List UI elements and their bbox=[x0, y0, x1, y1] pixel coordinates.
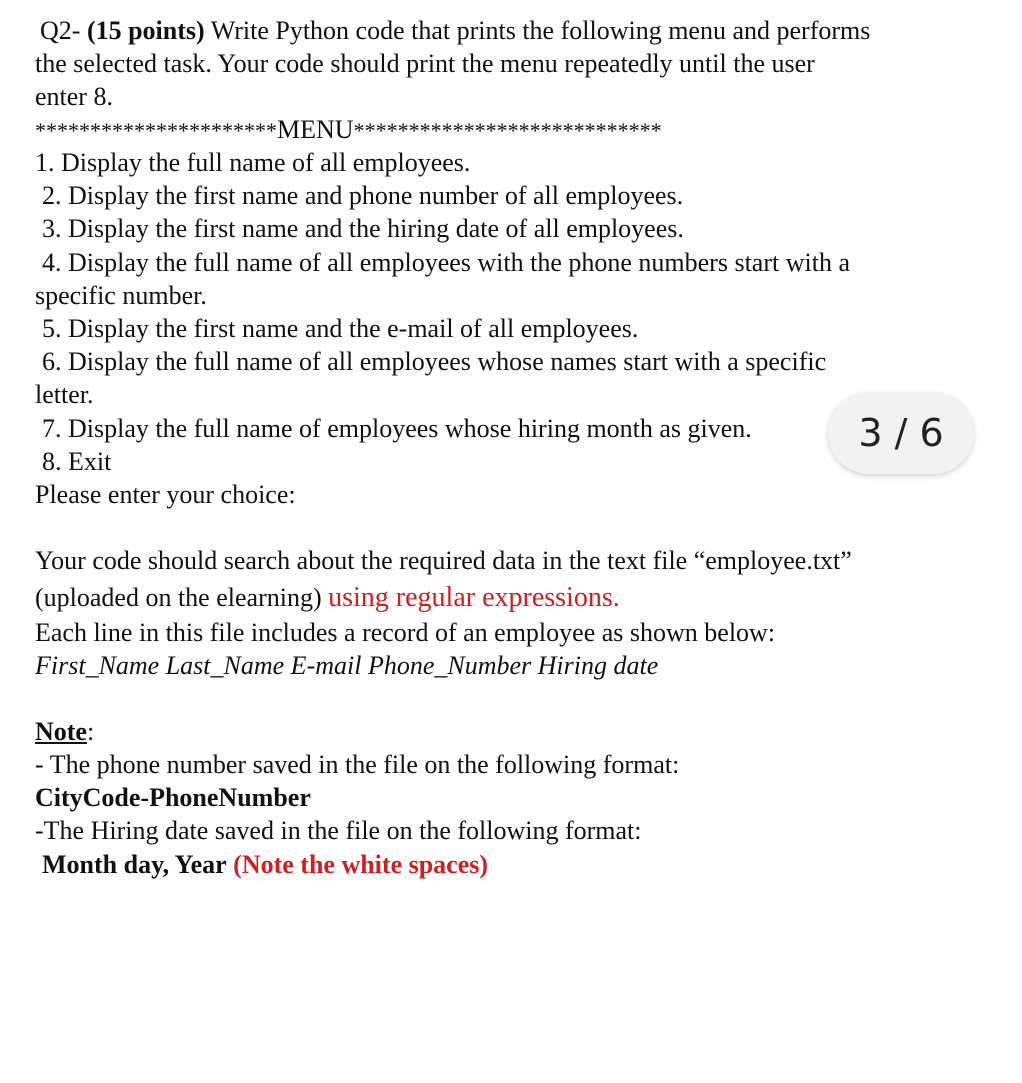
note-heading-colon: : bbox=[86, 717, 95, 746]
menu-item-7: 7. Display the full name of employees whose hiring month as given. bbox=[42, 414, 752, 443]
menu-item-6: 6. Display the full name of all employees whose names start with a specific bbox=[42, 347, 827, 376]
menu-item-2: 2. Display the first name and phone number of all employees. bbox=[42, 181, 684, 210]
question-line-2: the selected task. Your code should print the menu repeatedly until the user bbox=[35, 49, 815, 78]
date-format: Month day, Year bbox=[42, 850, 227, 879]
question-line-3: enter 8. bbox=[35, 82, 113, 111]
question-points: (15 points) bbox=[86, 16, 205, 45]
question-prefix: Q2- bbox=[40, 16, 87, 45]
menu-stars-left: ********************** bbox=[35, 118, 277, 143]
menu-title: MENU bbox=[277, 115, 354, 144]
date-format-note: (Note the white spaces) bbox=[233, 850, 489, 879]
menu-item-4: 4. Display the full name of all employees with the phone numbers start with a bbox=[42, 248, 850, 277]
record-format: First_Name Last_Name E-mail Phone_Number Hiring date bbox=[35, 651, 659, 680]
menu-item-1: 1. Display the full name of all employees. bbox=[35, 148, 471, 177]
menu-item-6-continued: letter. bbox=[35, 380, 94, 409]
note-heading bbox=[35, 715, 94, 748]
question-line-1-rest: Write Python code that prints the following menu and performs bbox=[204, 16, 871, 45]
page-indicator: 3 / 6 bbox=[828, 392, 974, 474]
menu-header bbox=[35, 113, 662, 147]
menu-item-4-continued: specific number. bbox=[35, 281, 207, 310]
date-format-line bbox=[42, 848, 488, 881]
phone-format: CityCode-PhoneNumber bbox=[35, 783, 311, 812]
regex-emphasis: using regular expressions. bbox=[328, 582, 620, 613]
note-date-line: -The Hiring date saved in the file on the following format: bbox=[35, 816, 642, 845]
instructions-line-2 bbox=[35, 581, 620, 614]
note-phone-line: - The phone number saved in the file on the following format: bbox=[35, 750, 680, 779]
menu-item-3: 3. Display the first name and the hiring date of all employees. bbox=[42, 214, 684, 243]
menu-item-8: 8. Exit bbox=[42, 447, 112, 476]
menu-stars-right: **************************** bbox=[353, 118, 662, 143]
menu-prompt: Please enter your choice: bbox=[35, 480, 296, 509]
instructions-line-3: Each line in this file includes a record of an employee as shown below: bbox=[35, 618, 776, 647]
instructions-line-1: Your code should search about the required data in the text file “employee.txt” bbox=[35, 546, 852, 575]
note-heading-text: Note bbox=[35, 717, 87, 746]
instructions-line-2-normal: (uploaded on the elearning) bbox=[35, 583, 329, 612]
question-line-1 bbox=[40, 14, 870, 47]
menu-item-5: 5. Display the first name and the e-mail of all employees. bbox=[42, 314, 639, 343]
